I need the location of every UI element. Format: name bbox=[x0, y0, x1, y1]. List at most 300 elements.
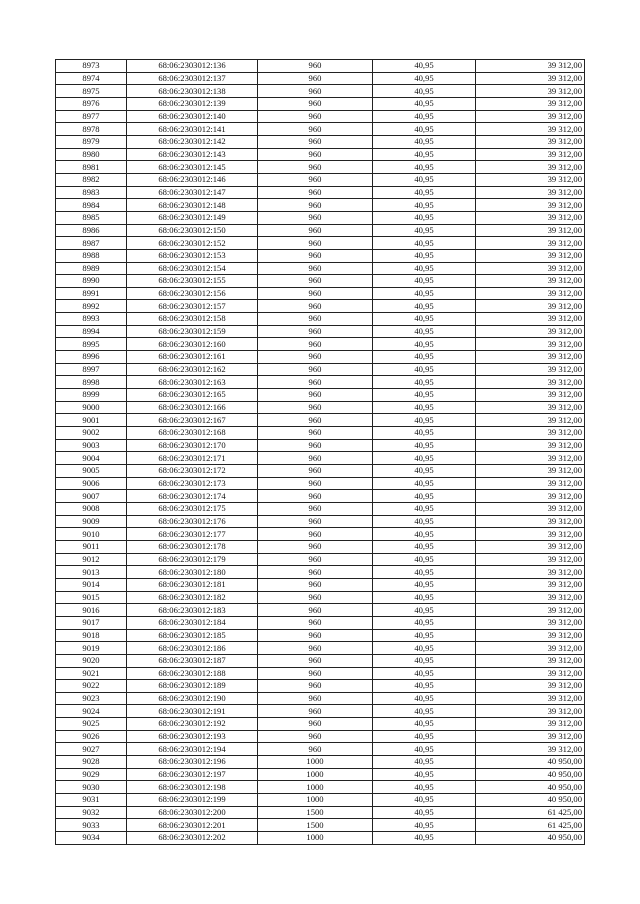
cadastral-number-cell: 68:06:2303012:201 bbox=[127, 819, 258, 832]
cadastral-number-cell: 68:06:2303012:170 bbox=[127, 439, 258, 452]
price-cell: 40,95 bbox=[373, 730, 476, 743]
table-row bbox=[56, 85, 585, 98]
area-cell: 1000 bbox=[258, 832, 373, 845]
table-row bbox=[56, 237, 585, 250]
cadastral-number-cell: 68:06:2303012:145 bbox=[127, 161, 258, 174]
row-number-cell: 9017 bbox=[56, 616, 127, 629]
table-row bbox=[56, 414, 585, 427]
table-row bbox=[56, 806, 585, 819]
row-number-cell: 9028 bbox=[56, 756, 127, 769]
row-number-cell: 9033 bbox=[56, 819, 127, 832]
area-cell: 960 bbox=[258, 540, 373, 553]
row-number-cell: 9022 bbox=[56, 680, 127, 693]
table-row bbox=[56, 743, 585, 756]
total-cell: 39 312,00 bbox=[476, 300, 585, 313]
row-number-cell: 8978 bbox=[56, 123, 127, 136]
cadastral-number-cell: 68:06:2303012:168 bbox=[127, 427, 258, 440]
row-number-cell: 9000 bbox=[56, 401, 127, 414]
price-cell: 40,95 bbox=[373, 313, 476, 326]
total-cell: 39 312,00 bbox=[476, 490, 585, 503]
cadastral-number-cell: 68:06:2303012:165 bbox=[127, 389, 258, 402]
area-cell: 1000 bbox=[258, 781, 373, 794]
price-cell: 40,95 bbox=[373, 72, 476, 85]
cadastral-number-cell: 68:06:2303012:194 bbox=[127, 743, 258, 756]
row-number-cell: 9010 bbox=[56, 528, 127, 541]
cadastral-number-cell: 68:06:2303012:181 bbox=[127, 578, 258, 591]
price-cell: 40,95 bbox=[373, 389, 476, 402]
row-number-cell: 9031 bbox=[56, 794, 127, 807]
total-cell: 39 312,00 bbox=[476, 629, 585, 642]
price-cell: 40,95 bbox=[373, 148, 476, 161]
cadastral-number-cell: 68:06:2303012:155 bbox=[127, 275, 258, 288]
cadastral-number-cell: 68:06:2303012:161 bbox=[127, 351, 258, 364]
area-cell: 1500 bbox=[258, 819, 373, 832]
table-row bbox=[56, 654, 585, 667]
total-cell: 40 950,00 bbox=[476, 768, 585, 781]
cadastral-number-cell: 68:06:2303012:150 bbox=[127, 224, 258, 237]
total-cell: 39 312,00 bbox=[476, 135, 585, 148]
row-number-cell: 9014 bbox=[56, 578, 127, 591]
price-cell: 40,95 bbox=[373, 832, 476, 845]
table-row bbox=[56, 591, 585, 604]
price-cell: 40,95 bbox=[373, 806, 476, 819]
cadastral-number-cell: 68:06:2303012:202 bbox=[127, 832, 258, 845]
area-cell: 960 bbox=[258, 97, 373, 110]
area-cell: 960 bbox=[258, 161, 373, 174]
table-row bbox=[56, 338, 585, 351]
price-cell: 40,95 bbox=[373, 502, 476, 515]
row-number-cell: 8995 bbox=[56, 338, 127, 351]
table-row bbox=[56, 680, 585, 693]
table-row bbox=[56, 502, 585, 515]
price-cell: 40,95 bbox=[373, 135, 476, 148]
row-number-cell: 8981 bbox=[56, 161, 127, 174]
area-cell: 960 bbox=[258, 275, 373, 288]
row-number-cell: 8989 bbox=[56, 262, 127, 275]
table-row bbox=[56, 718, 585, 731]
area-cell: 960 bbox=[258, 427, 373, 440]
table-row bbox=[56, 781, 585, 794]
price-cell: 40,95 bbox=[373, 237, 476, 250]
row-number-cell: 9011 bbox=[56, 540, 127, 553]
table-row bbox=[56, 199, 585, 212]
area-cell: 960 bbox=[258, 439, 373, 452]
area-cell: 960 bbox=[258, 338, 373, 351]
cadastral-number-cell: 68:06:2303012:176 bbox=[127, 515, 258, 528]
row-number-cell: 9030 bbox=[56, 781, 127, 794]
price-cell: 40,95 bbox=[373, 161, 476, 174]
area-cell: 960 bbox=[258, 692, 373, 705]
total-cell: 39 312,00 bbox=[476, 262, 585, 275]
total-cell: 39 312,00 bbox=[476, 427, 585, 440]
row-number-cell: 8973 bbox=[56, 60, 127, 73]
area-cell: 1000 bbox=[258, 794, 373, 807]
area-cell: 960 bbox=[258, 224, 373, 237]
table-row bbox=[56, 642, 585, 655]
price-cell: 40,95 bbox=[373, 819, 476, 832]
total-cell: 39 312,00 bbox=[476, 97, 585, 110]
table-row bbox=[56, 528, 585, 541]
price-cell: 40,95 bbox=[373, 427, 476, 440]
cadastral-number-cell: 68:06:2303012:136 bbox=[127, 60, 258, 73]
price-cell: 40,95 bbox=[373, 300, 476, 313]
area-cell: 960 bbox=[258, 249, 373, 262]
total-cell: 39 312,00 bbox=[476, 718, 585, 731]
area-cell: 960 bbox=[258, 237, 373, 250]
total-cell: 39 312,00 bbox=[476, 730, 585, 743]
price-cell: 40,95 bbox=[373, 363, 476, 376]
price-cell: 40,95 bbox=[373, 414, 476, 427]
cadastral-number-cell: 68:06:2303012:178 bbox=[127, 540, 258, 553]
total-cell: 39 312,00 bbox=[476, 452, 585, 465]
row-number-cell: 9027 bbox=[56, 743, 127, 756]
price-cell: 40,95 bbox=[373, 186, 476, 199]
area-cell: 960 bbox=[258, 389, 373, 402]
cadastral-number-cell: 68:06:2303012:138 bbox=[127, 85, 258, 98]
row-number-cell: 9013 bbox=[56, 566, 127, 579]
cadastral-number-cell: 68:06:2303012:167 bbox=[127, 414, 258, 427]
total-cell: 39 312,00 bbox=[476, 591, 585, 604]
cadastral-number-cell: 68:06:2303012:185 bbox=[127, 629, 258, 642]
row-number-cell: 8999 bbox=[56, 389, 127, 402]
price-cell: 40,95 bbox=[373, 325, 476, 338]
area-cell: 960 bbox=[258, 490, 373, 503]
cadastral-number-cell: 68:06:2303012:174 bbox=[127, 490, 258, 503]
total-cell: 39 312,00 bbox=[476, 110, 585, 123]
cadastral-number-cell: 68:06:2303012:171 bbox=[127, 452, 258, 465]
area-cell: 960 bbox=[258, 401, 373, 414]
cadastral-number-cell: 68:06:2303012:146 bbox=[127, 173, 258, 186]
area-cell: 960 bbox=[258, 186, 373, 199]
price-cell: 40,95 bbox=[373, 540, 476, 553]
total-cell: 39 312,00 bbox=[476, 313, 585, 326]
price-cell: 40,95 bbox=[373, 110, 476, 123]
total-cell: 39 312,00 bbox=[476, 224, 585, 237]
cadastral-number-cell: 68:06:2303012:159 bbox=[127, 325, 258, 338]
table-row bbox=[56, 465, 585, 478]
cadastral-number-cell: 68:06:2303012:179 bbox=[127, 553, 258, 566]
table-row bbox=[56, 110, 585, 123]
total-cell: 39 312,00 bbox=[476, 237, 585, 250]
cadastral-number-cell: 68:06:2303012:173 bbox=[127, 477, 258, 490]
price-cell: 40,95 bbox=[373, 439, 476, 452]
row-number-cell: 8985 bbox=[56, 211, 127, 224]
table-row bbox=[56, 553, 585, 566]
cadastral-number-cell: 68:06:2303012:162 bbox=[127, 363, 258, 376]
area-cell: 960 bbox=[258, 502, 373, 515]
area-cell: 960 bbox=[258, 110, 373, 123]
row-number-cell: 8974 bbox=[56, 72, 127, 85]
row-number-cell: 9015 bbox=[56, 591, 127, 604]
row-number-cell: 8986 bbox=[56, 224, 127, 237]
table-row bbox=[56, 401, 585, 414]
total-cell: 39 312,00 bbox=[476, 401, 585, 414]
cadastral-number-cell: 68:06:2303012:188 bbox=[127, 667, 258, 680]
cadastral-number-cell: 68:06:2303012:172 bbox=[127, 465, 258, 478]
cadastral-number-cell: 68:06:2303012:160 bbox=[127, 338, 258, 351]
total-cell: 39 312,00 bbox=[476, 72, 585, 85]
table-row bbox=[56, 427, 585, 440]
cadastral-number-cell: 68:06:2303012:189 bbox=[127, 680, 258, 693]
cadastral-number-cell: 68:06:2303012:152 bbox=[127, 237, 258, 250]
cadastral-number-cell: 68:06:2303012:197 bbox=[127, 768, 258, 781]
cadastral-number-cell: 68:06:2303012:199 bbox=[127, 794, 258, 807]
row-number-cell: 8998 bbox=[56, 376, 127, 389]
price-cell: 40,95 bbox=[373, 199, 476, 212]
table-row bbox=[56, 376, 585, 389]
area-cell: 960 bbox=[258, 376, 373, 389]
table-row bbox=[56, 325, 585, 338]
area-cell: 960 bbox=[258, 173, 373, 186]
price-cell: 40,95 bbox=[373, 781, 476, 794]
row-number-cell: 9029 bbox=[56, 768, 127, 781]
area-cell: 1000 bbox=[258, 768, 373, 781]
price-cell: 40,95 bbox=[373, 275, 476, 288]
table-row bbox=[56, 287, 585, 300]
cadastral-number-cell: 68:06:2303012:196 bbox=[127, 756, 258, 769]
row-number-cell: 9032 bbox=[56, 806, 127, 819]
row-number-cell: 8977 bbox=[56, 110, 127, 123]
cadastral-number-cell: 68:06:2303012:149 bbox=[127, 211, 258, 224]
row-number-cell: 8975 bbox=[56, 85, 127, 98]
price-cell: 40,95 bbox=[373, 578, 476, 591]
row-number-cell: 9024 bbox=[56, 705, 127, 718]
cadastral-number-cell: 68:06:2303012:163 bbox=[127, 376, 258, 389]
cadastral-number-cell: 68:06:2303012:187 bbox=[127, 654, 258, 667]
row-number-cell: 9005 bbox=[56, 465, 127, 478]
table-row bbox=[56, 249, 585, 262]
area-cell: 960 bbox=[258, 85, 373, 98]
cadastral-number-cell: 68:06:2303012:200 bbox=[127, 806, 258, 819]
cadastral-number-cell: 68:06:2303012:191 bbox=[127, 705, 258, 718]
table-row bbox=[56, 161, 585, 174]
table-row bbox=[56, 515, 585, 528]
table-row bbox=[56, 300, 585, 313]
table-row bbox=[56, 60, 585, 73]
price-cell: 40,95 bbox=[373, 680, 476, 693]
table-row bbox=[56, 211, 585, 224]
area-cell: 960 bbox=[258, 566, 373, 579]
price-cell: 40,95 bbox=[373, 616, 476, 629]
area-cell: 960 bbox=[258, 616, 373, 629]
price-cell: 40,95 bbox=[373, 629, 476, 642]
cadastral-number-cell: 68:06:2303012:182 bbox=[127, 591, 258, 604]
cadastral-number-cell: 68:06:2303012:154 bbox=[127, 262, 258, 275]
total-cell: 39 312,00 bbox=[476, 540, 585, 553]
row-number-cell: 9007 bbox=[56, 490, 127, 503]
price-cell: 40,95 bbox=[373, 604, 476, 617]
area-cell: 960 bbox=[258, 604, 373, 617]
price-cell: 40,95 bbox=[373, 642, 476, 655]
table-row bbox=[56, 452, 585, 465]
area-cell: 960 bbox=[258, 553, 373, 566]
table-row bbox=[56, 566, 585, 579]
table-row bbox=[56, 148, 585, 161]
price-cell: 40,95 bbox=[373, 667, 476, 680]
cadastral-number-cell: 68:06:2303012:139 bbox=[127, 97, 258, 110]
price-cell: 40,95 bbox=[373, 566, 476, 579]
price-cell: 40,95 bbox=[373, 794, 476, 807]
row-number-cell: 9019 bbox=[56, 642, 127, 655]
price-cell: 40,95 bbox=[373, 490, 476, 503]
table-row bbox=[56, 363, 585, 376]
table-row bbox=[56, 173, 585, 186]
total-cell: 39 312,00 bbox=[476, 199, 585, 212]
price-cell: 40,95 bbox=[373, 553, 476, 566]
row-number-cell: 8997 bbox=[56, 363, 127, 376]
total-cell: 61 425,00 bbox=[476, 806, 585, 819]
table-row bbox=[56, 730, 585, 743]
area-cell: 960 bbox=[258, 642, 373, 655]
table-row bbox=[56, 578, 585, 591]
price-cell: 40,95 bbox=[373, 97, 476, 110]
cadastral-number-cell: 68:06:2303012:153 bbox=[127, 249, 258, 262]
row-number-cell: 8990 bbox=[56, 275, 127, 288]
cadastral-number-cell: 68:06:2303012:183 bbox=[127, 604, 258, 617]
total-cell: 39 312,00 bbox=[476, 566, 585, 579]
price-cell: 40,95 bbox=[373, 756, 476, 769]
price-cell: 40,95 bbox=[373, 211, 476, 224]
row-number-cell: 9006 bbox=[56, 477, 127, 490]
cadastral-number-cell: 68:06:2303012:157 bbox=[127, 300, 258, 313]
table-row bbox=[56, 186, 585, 199]
row-number-cell: 9003 bbox=[56, 439, 127, 452]
area-cell: 960 bbox=[258, 477, 373, 490]
parcel-table-body bbox=[56, 60, 585, 845]
row-number-cell: 8982 bbox=[56, 173, 127, 186]
area-cell: 1000 bbox=[258, 756, 373, 769]
total-cell: 39 312,00 bbox=[476, 692, 585, 705]
area-cell: 960 bbox=[258, 654, 373, 667]
row-number-cell: 9018 bbox=[56, 629, 127, 642]
price-cell: 40,95 bbox=[373, 465, 476, 478]
row-number-cell: 9026 bbox=[56, 730, 127, 743]
total-cell: 39 312,00 bbox=[476, 123, 585, 136]
price-cell: 40,95 bbox=[373, 60, 476, 73]
row-number-cell: 9008 bbox=[56, 502, 127, 515]
total-cell: 39 312,00 bbox=[476, 477, 585, 490]
row-number-cell: 9023 bbox=[56, 692, 127, 705]
row-number-cell: 8984 bbox=[56, 199, 127, 212]
total-cell: 39 312,00 bbox=[476, 502, 585, 515]
area-cell: 960 bbox=[258, 743, 373, 756]
row-number-cell: 9004 bbox=[56, 452, 127, 465]
area-cell: 960 bbox=[258, 528, 373, 541]
table-row bbox=[56, 629, 585, 642]
area-cell: 960 bbox=[258, 211, 373, 224]
total-cell: 39 312,00 bbox=[476, 351, 585, 364]
table-row bbox=[56, 262, 585, 275]
total-cell: 39 312,00 bbox=[476, 553, 585, 566]
table-row bbox=[56, 490, 585, 503]
cadastral-number-cell: 68:06:2303012:177 bbox=[127, 528, 258, 541]
table-row bbox=[56, 832, 585, 845]
area-cell: 960 bbox=[258, 705, 373, 718]
area-cell: 960 bbox=[258, 452, 373, 465]
price-cell: 40,95 bbox=[373, 262, 476, 275]
total-cell: 40 950,00 bbox=[476, 781, 585, 794]
area-cell: 960 bbox=[258, 313, 373, 326]
total-cell: 39 312,00 bbox=[476, 85, 585, 98]
table-row bbox=[56, 616, 585, 629]
area-cell: 960 bbox=[258, 465, 373, 478]
price-cell: 40,95 bbox=[373, 224, 476, 237]
table-row bbox=[56, 819, 585, 832]
cadastral-number-cell: 68:06:2303012:193 bbox=[127, 730, 258, 743]
row-number-cell: 8983 bbox=[56, 186, 127, 199]
total-cell: 39 312,00 bbox=[476, 148, 585, 161]
area-cell: 960 bbox=[258, 730, 373, 743]
total-cell: 39 312,00 bbox=[476, 515, 585, 528]
total-cell: 39 312,00 bbox=[476, 680, 585, 693]
price-cell: 40,95 bbox=[373, 591, 476, 604]
area-cell: 960 bbox=[258, 667, 373, 680]
price-cell: 40,95 bbox=[373, 705, 476, 718]
total-cell: 39 312,00 bbox=[476, 325, 585, 338]
table-row bbox=[56, 439, 585, 452]
area-cell: 960 bbox=[258, 629, 373, 642]
cadastral-number-cell: 68:06:2303012:148 bbox=[127, 199, 258, 212]
cadastral-number-cell: 68:06:2303012:192 bbox=[127, 718, 258, 731]
row-number-cell: 8992 bbox=[56, 300, 127, 313]
table-row bbox=[56, 667, 585, 680]
total-cell: 39 312,00 bbox=[476, 642, 585, 655]
table-row bbox=[56, 389, 585, 402]
area-cell: 960 bbox=[258, 718, 373, 731]
price-cell: 40,95 bbox=[373, 452, 476, 465]
total-cell: 39 312,00 bbox=[476, 439, 585, 452]
cadastral-number-cell: 68:06:2303012:198 bbox=[127, 781, 258, 794]
table-row bbox=[56, 794, 585, 807]
row-number-cell: 8976 bbox=[56, 97, 127, 110]
price-cell: 40,95 bbox=[373, 287, 476, 300]
price-cell: 40,95 bbox=[373, 692, 476, 705]
table-row bbox=[56, 692, 585, 705]
price-cell: 40,95 bbox=[373, 743, 476, 756]
cadastral-number-cell: 68:06:2303012:166 bbox=[127, 401, 258, 414]
area-cell: 960 bbox=[258, 351, 373, 364]
table-row bbox=[56, 540, 585, 553]
row-number-cell: 9016 bbox=[56, 604, 127, 617]
area-cell: 960 bbox=[258, 148, 373, 161]
area-cell: 960 bbox=[258, 578, 373, 591]
total-cell: 39 312,00 bbox=[476, 338, 585, 351]
price-cell: 40,95 bbox=[373, 768, 476, 781]
total-cell: 40 950,00 bbox=[476, 756, 585, 769]
total-cell: 61 425,00 bbox=[476, 819, 585, 832]
cadastral-number-cell: 68:06:2303012:175 bbox=[127, 502, 258, 515]
cadastral-number-cell: 68:06:2303012:142 bbox=[127, 135, 258, 148]
parcel-table bbox=[55, 59, 585, 845]
total-cell: 39 312,00 bbox=[476, 616, 585, 629]
total-cell: 39 312,00 bbox=[476, 60, 585, 73]
table-row bbox=[56, 705, 585, 718]
row-number-cell: 9020 bbox=[56, 654, 127, 667]
total-cell: 39 312,00 bbox=[476, 578, 585, 591]
cadastral-number-cell: 68:06:2303012:190 bbox=[127, 692, 258, 705]
cadastral-number-cell: 68:06:2303012:186 bbox=[127, 642, 258, 655]
total-cell: 39 312,00 bbox=[476, 705, 585, 718]
total-cell: 39 312,00 bbox=[476, 186, 585, 199]
total-cell: 39 312,00 bbox=[476, 743, 585, 756]
price-cell: 40,95 bbox=[373, 173, 476, 186]
price-cell: 40,95 bbox=[373, 338, 476, 351]
area-cell: 960 bbox=[258, 123, 373, 136]
total-cell: 39 312,00 bbox=[476, 465, 585, 478]
cadastral-number-cell: 68:06:2303012:137 bbox=[127, 72, 258, 85]
cadastral-number-cell: 68:06:2303012:184 bbox=[127, 616, 258, 629]
table-row bbox=[56, 97, 585, 110]
